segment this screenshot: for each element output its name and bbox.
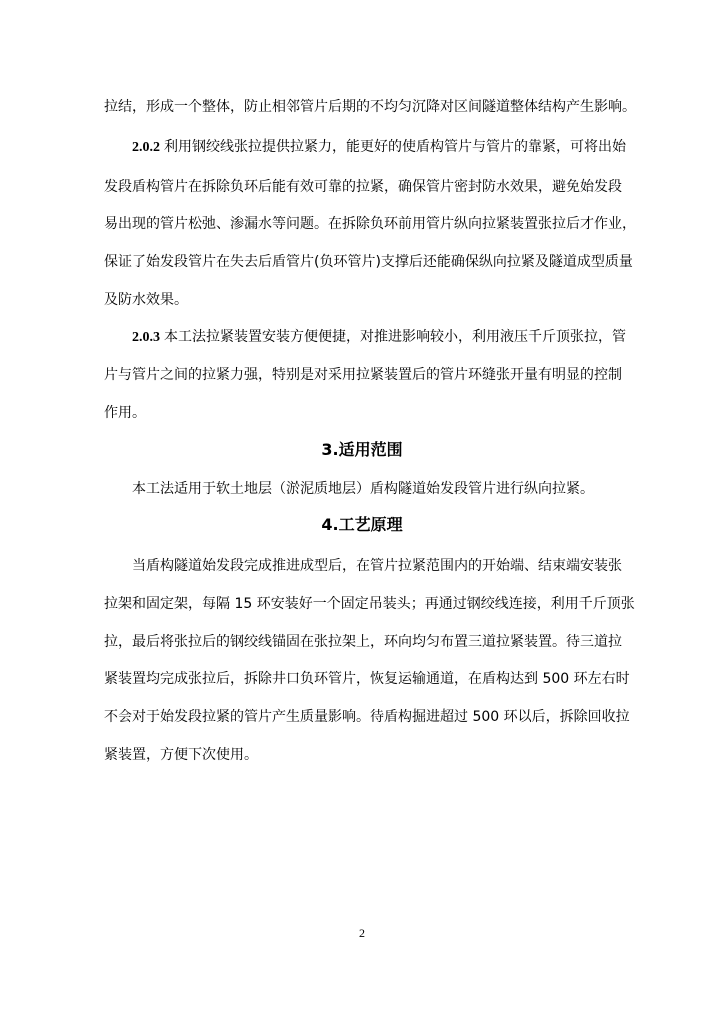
section-2-0-3-text: 本工法拉紧装置安装方便便捷，对推进影响较小，利用液压千斤顶张拉，管 xyxy=(164,329,626,345)
section-4-heading: 4.工艺原理 xyxy=(321,515,403,534)
section-2-0-2-line-2: 发段盾构管片在拆除负环后能有效可靠的拉紧，确保管片密封防水效果，避免始发段 xyxy=(104,179,622,195)
section-2-0-2-line-5: 及防水效果。 xyxy=(104,292,188,308)
section-2-0-3-line-1 xyxy=(132,327,664,348)
section-4-line-4: 紧装置均完成张拉后，拆除井口负环管片，恢复运输通道，在盾构达到 500 环左右时 xyxy=(104,671,630,687)
section-2-0-3-line-2: 片与管片之间的拉紧力强，特别是对采用拉紧装置后的管片环缝张开量有明显的控制 xyxy=(104,367,622,383)
page-number: 2 xyxy=(359,926,365,940)
section-2-0-2-line-3: 易出现的管片松弛、渗漏水等问题。在拆除负环前用管片纵向拉紧装置张拉后才作业， xyxy=(104,216,636,232)
section-3-heading: 3.适用范围 xyxy=(321,440,403,459)
section-4-line-3: 拉，最后将张拉后的钢绞线锚固在张拉架上，环向均匀布置三道拉紧装置。待三道拉 xyxy=(104,634,622,650)
section-4-line-5: 不会对于始发段拉紧的管片产生质量影响。待盾构掘进超过 500 环以后，拆除回收拉 xyxy=(104,709,630,725)
section-2-0-2-number: 2.0.2 xyxy=(132,140,160,155)
section-2-0-2-text: 利用钢绞线张拉提供拉紧力，能更好的使盾构管片与管片的靠紧，可将出始 xyxy=(164,139,626,155)
section-2-0-3-line-3: 作用。 xyxy=(104,405,146,421)
section-2-0-2-line-4: 保证了始发段管片在失去后盾管片(负环管片)支撑后还能确保纵向拉紧及隧道成型质量 xyxy=(104,254,633,270)
section-3-line-1: 本工法适用于软土地层（淤泥质地层）盾构隧道始发段管片进行纵向拉紧。 xyxy=(132,481,594,497)
section-4-line-2: 拉架和固定架，每隔 15 环安装好一个固定吊装头；再通过钢绞线连接，利用千斤顶张 xyxy=(104,596,635,612)
section-2-0-3-number: 2.0.3 xyxy=(132,330,160,345)
paragraph-continuation-line: 拉结，形成一个整体，防止相邻管片后期的不均匀沉降对区间隧道整体结构产生影响。 xyxy=(104,99,636,115)
section-4-line-6: 紧装置，方便下次使用。 xyxy=(104,747,258,763)
section-4-line-1: 当盾构隧道始发段完成推进成型后，在管片拉紧范围内的开始端、结束端安装张 xyxy=(132,558,622,574)
section-2-0-2-line-1 xyxy=(132,137,664,158)
